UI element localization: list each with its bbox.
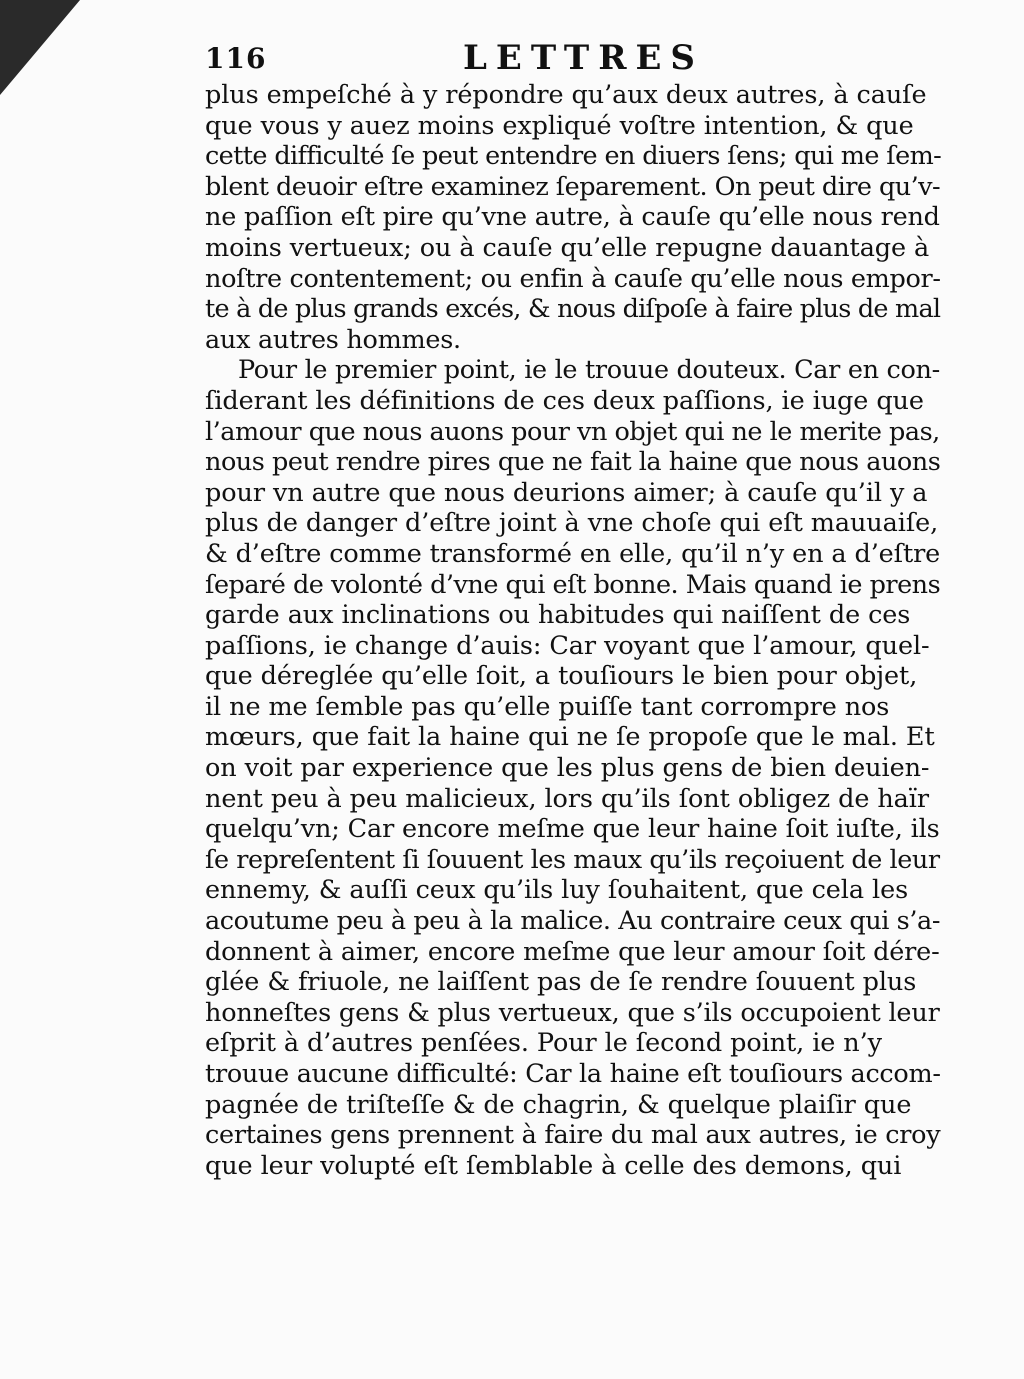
text-line: trouue aucune difficulté: Car la haine eſt touſiours accom- [205,1059,941,1089]
text-line: moins vertueux; ou à cauſe qu’elle repugne dauantage à [205,232,930,263]
body-text [205,80,945,1181]
text-line: que déreglée qu’elle ſoit, a touſiours le bien pour objet, [205,661,918,692]
text-line: & d’eſtre comme transformé en elle, qu’il n’y en a d’eſtre [205,538,941,569]
text-line: te à de plus grands excés, & nous diſpoſe à faire plus de mal [205,294,941,325]
text-line: mœurs, que fait la haine qui ne ſe propoſe que le mal. Et [205,722,935,753]
text-line: donnent à aimer, encore meſme que leur amour ſoit dére- [205,936,940,967]
text-line: glée & friuole, ne laiſſent pas de ſe rendre ſouuent plus [205,967,917,998]
running-title: LETTRES [463,38,704,78]
text-line: blent deuoir eſtre examinez ſeparement. On peut dire qu’v- [205,171,941,202]
text-line: nent peu à peu malicieux, lors qu’ils ſont obligez de haïr [205,783,929,814]
paragraph [205,80,945,355]
text-line: garde aux inclinations ou habitudes qui naiſſent de ces [205,600,911,631]
text-line: eſprit à d’autres penſées. Pour le ſecond point, ie n’y [205,1028,882,1059]
text-line: ennemy, & auſſi ceux qu’ils luy ſouhaitent, que cela les [205,875,909,906]
text-line: certaines gens prennent à faire du mal aux autres, ie croy [205,1120,941,1151]
text-line: ne paſſion eſt pire qu’vne autre, à cauſe qu’elle nous rend [205,202,940,233]
text-line: honneſtes gens & plus vertueux, que s’ils occupoient leur [205,997,940,1028]
paragraph [205,355,945,1181]
text-line: aux autres hommes. [205,324,461,355]
page-number: 116 [205,42,267,75]
text-line: cette difficulté ſe peut entendre en diuers ſens; qui me ſem- [205,141,942,172]
text-line: l’amour que nous auons pour vn objet qui ne le merite pas, [205,416,940,447]
text-line: ſeparé de volonté d’vne qui eſt bonne. Mais quand ie prens [205,569,941,600]
text-line: que vous y auez moins expliqué voſtre intention, & que [205,110,914,141]
text-line: nous peut rendre pires que ne fait la haine que nous auons [205,447,941,478]
text-line: acoutume peu à peu à la malice. Au contraire ceux qui s’a- [205,906,941,937]
text-line: paſſions, ie change d’auis: Car voyant que l’amour, quel- [205,630,930,661]
folded-corner [0,0,80,95]
text-line: quelqu’vn; Car encore meſme que leur haine ſoit iuſte, ils [205,814,940,845]
text-line: pagnée de triſteſſe & de chagrin, & quelque plaiſir que [205,1089,912,1120]
text-line: pour vn autre que nous deurions aimer; à cauſe qu’il y a [205,477,928,508]
text-line: ſiderant les définitions de ces deux paſſions, ie iuge que [205,385,924,416]
text-line: il ne me ſemble pas qu’elle puiſſe tant corrompre nos [205,691,890,722]
text-line: Pour le premier point, ie le trouue douteux. Car en con- [238,355,940,386]
text-line: plus de danger d’eſtre joint à vne choſe qui eſt mauuaiſe, [205,508,939,539]
text-line: noſtre contentement; ou enfin à cauſe qu’elle nous empor- [205,263,941,294]
text-line: plus empeſché à y répondre qu’aux deux autres, à cauſe [205,80,927,110]
text-line: ſe repreſentent ſi ſouuent les maux qu’ils reçoiuent de leur [205,844,940,875]
paragraphs [205,80,945,1181]
text-line: on voit par experience que les plus gens de bien deuien- [205,753,930,784]
text-line: que leur volupté eſt ſemblable à celle des demons, qui [205,1150,902,1181]
